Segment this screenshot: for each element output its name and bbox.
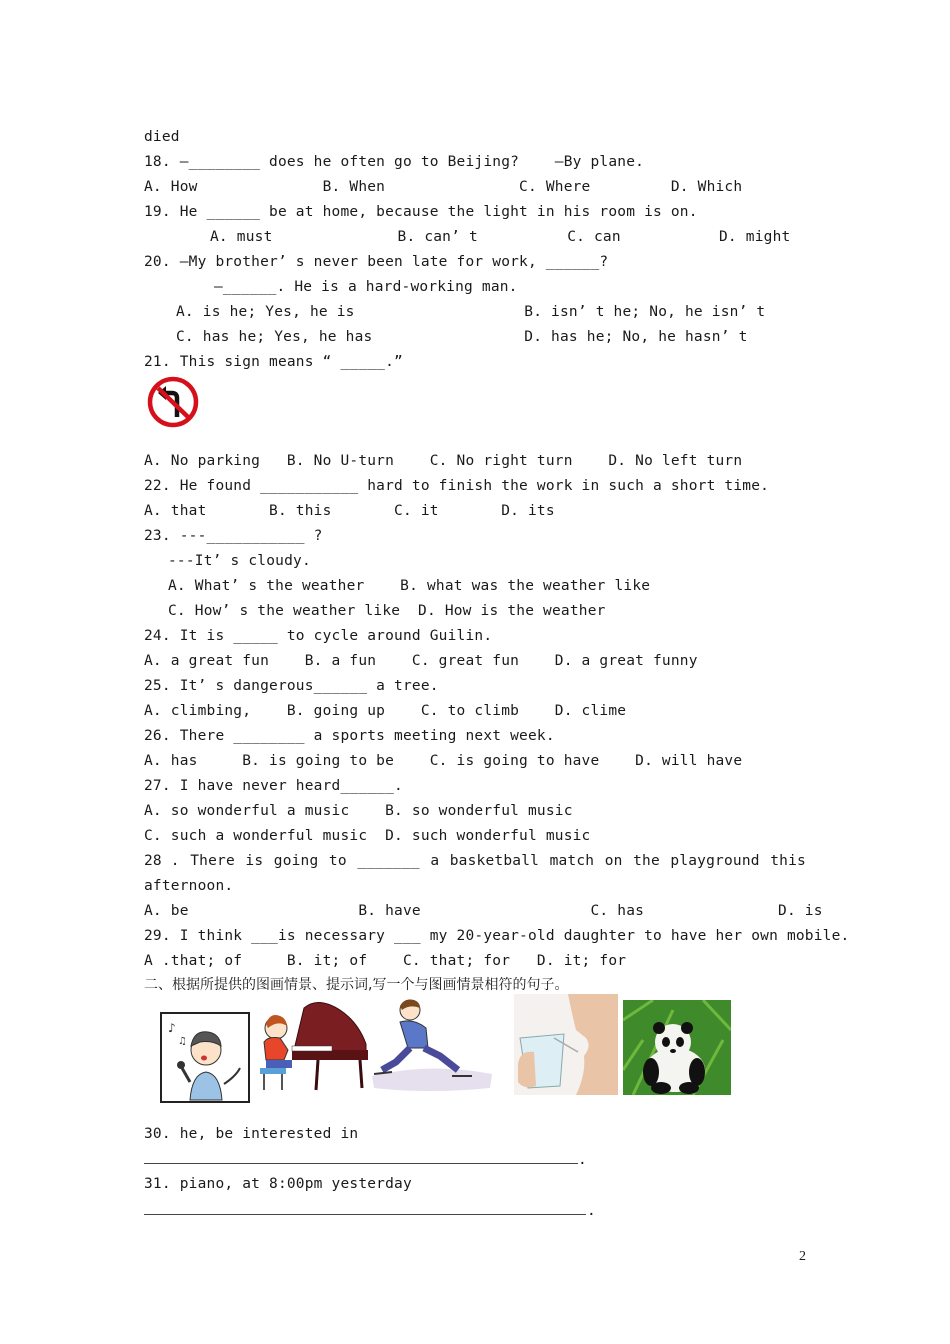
question-27: 27. I have never heard______. — [144, 778, 403, 794]
question-31: 31. piano, at 8:00pm yesterday — [144, 1176, 412, 1192]
question-22: 22. He found ___________ hard to finish the work in such a short time. — [144, 478, 770, 494]
question-29-options: A .that; of B. it; of C. that; for D. it; for — [144, 953, 627, 969]
text-line: died — [144, 129, 180, 145]
no-left-turn-sign-icon — [146, 376, 200, 428]
question-21: 21. This sign means “ _____.” — [144, 354, 403, 370]
question-28-continued: afternoon. — [144, 878, 234, 894]
svg-text:♪: ♪ — [168, 1021, 176, 1035]
question-24-options: A. a great fun B. a fun C. great fun D. a great funny — [144, 653, 698, 669]
question-23-options-ab: A. What’ s the weather B. what was the weather like — [168, 578, 651, 594]
svg-text:♫: ♫ — [178, 1036, 187, 1047]
question-23-answer: ---It’ s cloudy. — [168, 553, 311, 569]
q28-word: to — [328, 853, 347, 869]
piano-player-picture — [258, 994, 370, 1094]
question-18-options: A. How B. When C. Where D. Which — [144, 179, 743, 195]
singing-boy-picture — [160, 1012, 250, 1103]
q28-word: this — [770, 853, 806, 869]
question-23: 23. ---___________ ? — [144, 528, 323, 544]
q28-word: match — [549, 853, 595, 869]
question-20-options-ab: A. is he; Yes, he is B. isn’ t he; No, he isn’ t — [176, 304, 766, 320]
question-19: 19. He ______ be at home, because the light in his room is on. — [144, 204, 698, 220]
question-22-options: A. that B. this C. it D. its — [144, 503, 555, 519]
skating-boy-picture — [370, 996, 494, 1092]
question-27-options-ab: A. so wonderful a music B. so wonderful music — [144, 803, 573, 819]
answer-line-30[interactable] — [144, 1163, 578, 1164]
question-28-options: A. be B. have C. has D. is — [144, 903, 823, 919]
question-28 — [144, 852, 806, 870]
question-18: 18. —________ does he often go to Beijing? —By plane. — [144, 154, 645, 170]
question-25-options: A. climbing, B. going up C. to climb D. clime — [144, 703, 627, 719]
q28-word: 28 . — [144, 853, 180, 869]
question-26-options: A. has B. is going to be C. is going to have D. will have — [144, 753, 743, 769]
answer-line-31[interactable] — [144, 1214, 586, 1215]
q28-word: There — [190, 853, 235, 869]
question-20-options-cd: C. has he; Yes, he has D. has he; No, he hasn’ t — [176, 329, 748, 345]
question-19-options: A. must B. can’ t C. can D. might — [210, 229, 791, 245]
question-20-answer: –______. He is a hard-working man. — [214, 279, 518, 295]
q28-word: playground — [670, 853, 760, 869]
q28-word: _______ — [357, 853, 420, 869]
question-23-options-cd: C. How’ s the weather like D. How is the weather — [168, 603, 606, 619]
q28-word: going — [273, 853, 319, 869]
question-29: 29. I think ___is necessary ___ my 20-year-old daughter to have her own mobile. — [144, 928, 850, 944]
q28-word: basketball — [449, 853, 540, 869]
q28-word: the — [633, 853, 660, 869]
question-25: 25. It’ s dangerous______ a tree. — [144, 678, 439, 694]
question-27-options-cd: C. such a wonderful music D. such wonderful music — [144, 828, 591, 844]
question-26: 26. There ________ a sports meeting next week. — [144, 728, 555, 744]
question-30: 30. he, be interested in — [144, 1126, 359, 1142]
answer-line-31-period: . — [587, 1203, 596, 1219]
answer-line-30-period: . — [578, 1152, 587, 1168]
question-24: 24. It is _____ to cycle around Guilin. — [144, 628, 493, 644]
q28-word: a — [430, 853, 440, 869]
q28-word: on — [604, 853, 623, 869]
panda-picture — [623, 1000, 731, 1095]
drinking-man-picture — [514, 994, 618, 1095]
page-number: 2 — [799, 1249, 806, 1264]
question-20: 20. –My brother’ s never been late for work, ______? — [144, 254, 609, 270]
section-2-heading: 二、根据所提供的图画情景、提示词,写一个与图画情景相符的句子。 — [144, 977, 569, 993]
question-21-options: A. No parking B. No U-turn C. No right turn D. No left turn — [144, 453, 743, 469]
q28-word: is — [245, 853, 264, 869]
